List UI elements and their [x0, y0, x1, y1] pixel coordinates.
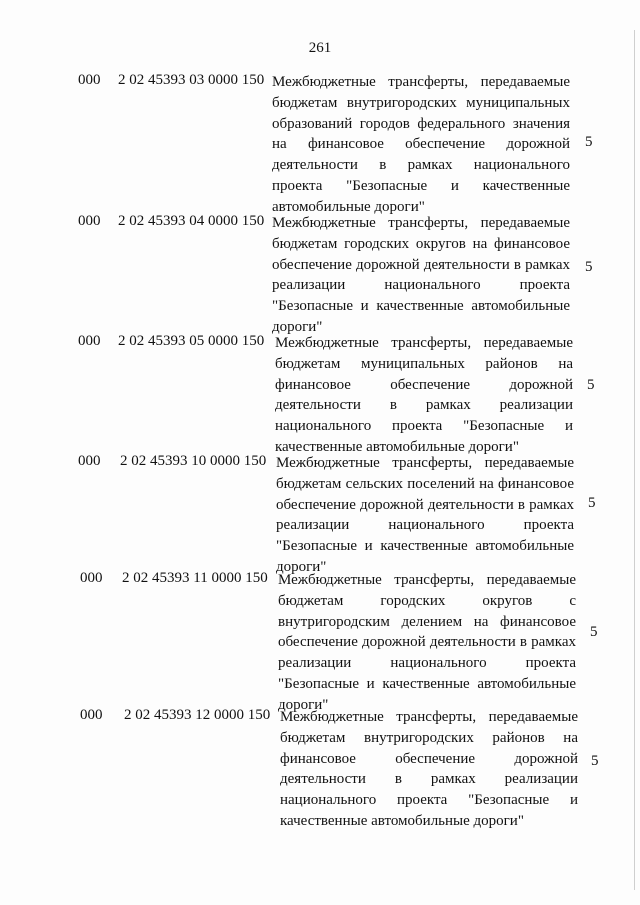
entry-amount: 5	[590, 624, 598, 640]
entry-description: Межбюджетные трансферты, передаваемые бюджетам городских округов на финансовое обеспечение дорожной деятельности в рамках реализации национального проекта "Безопасные и качественные автомобильные дороги"	[272, 215, 570, 335]
entry-amount: 5	[585, 259, 593, 275]
entry-description: Межбюджетные трансферты, передаваемые бюджетам внутригородских муниципальных образований городов федерального значения на финансовое обеспечение дорожной деятельности в рамках национального проекта "Безопасные и качественные автомобильные дороги"	[272, 74, 570, 215]
entry-amount: 5	[591, 753, 599, 769]
budget-classification-code: 2 02 45393 04 0000 150	[118, 213, 265, 229]
entry-description: Межбюджетные трансферты, передаваемые бюджетам внутригородских районов на финансовое обеспечение дорожной деятельности в рамках реализации национального проекта "Безопасные и качественные автомобильные дороги"	[280, 709, 578, 829]
entry-description: Межбюджетные трансферты, передаваемые бюджетам муниципальных районов на финансовое обеспечение дорожной деятельности в рамках реализации национального проекта "Безопасные и качественные автомобильные дороги"	[275, 335, 573, 455]
admin-code: 000	[78, 453, 101, 469]
budget-classification-code: 2 02 45393 10 0000 150	[120, 453, 267, 469]
budget-classification-code: 2 02 45393 03 0000 150	[118, 72, 265, 88]
page-number: 261	[308, 40, 332, 56]
entry-amount: 5	[588, 495, 596, 511]
entry-description: Межбюджетные трансферты, передаваемые бюджетам городских округов с внутригородским делением на финансовое обеспечение дорожной деятельности в рамках реализации национального проекта "Безопасные и качественные автомобильные дороги"	[278, 572, 576, 713]
budget-classification-code: 2 02 45393 05 0000 150	[118, 333, 265, 349]
budget-classification-code: 2 02 45393 12 0000 150	[124, 707, 271, 723]
entry-amount: 5	[585, 134, 593, 150]
entry-amount: 5	[587, 377, 595, 393]
admin-code: 000	[78, 72, 101, 88]
scan-edge-line	[634, 30, 635, 890]
admin-code: 000	[80, 570, 103, 586]
admin-code: 000	[78, 213, 101, 229]
budget-classification-code: 2 02 45393 11 0000 150	[122, 570, 268, 586]
admin-code: 000	[78, 333, 101, 349]
entry-description: Межбюджетные трансферты, передаваемые бюджетам сельских поселений на финансовое обеспечение дорожной деятельности в рамках реализации национального проекта "Безопасные и качественные автомобильные дороги"	[276, 455, 574, 575]
admin-code: 000	[80, 707, 103, 723]
